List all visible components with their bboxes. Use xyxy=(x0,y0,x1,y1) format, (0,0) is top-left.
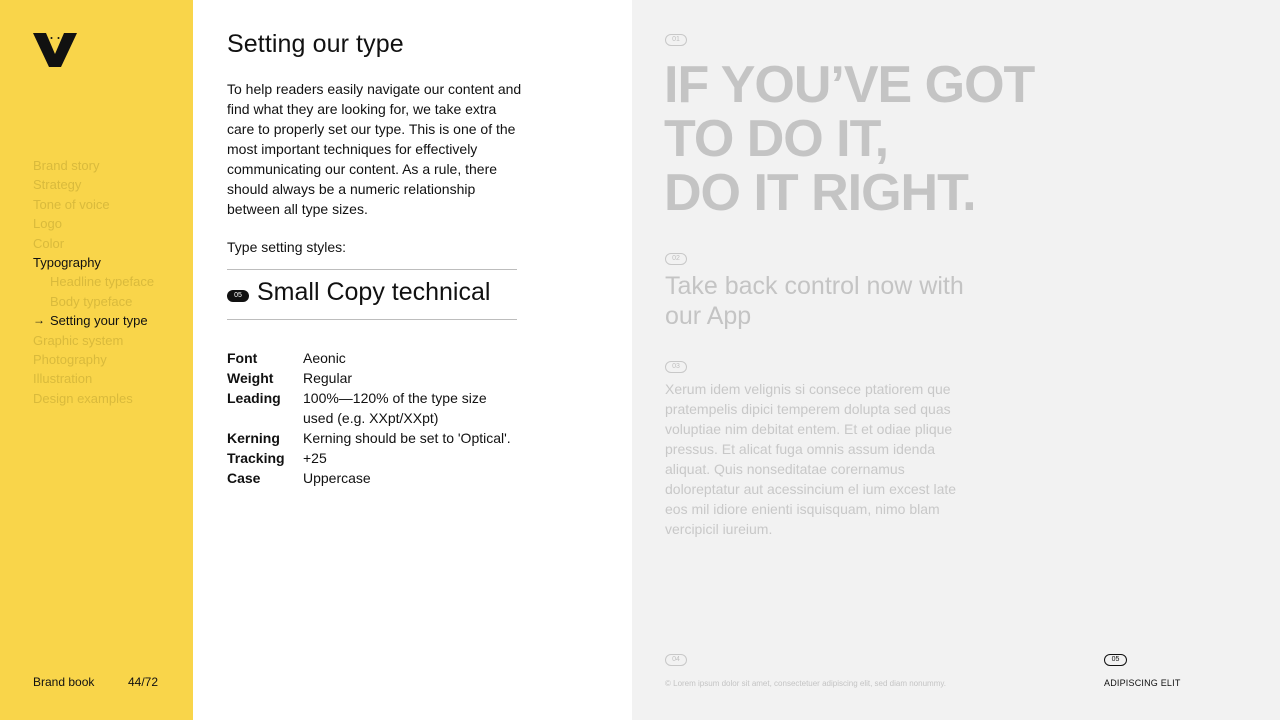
spec-value: 100%—120% of the type size used (e.g. XXpt/XXpt) xyxy=(303,390,487,426)
spec-table xyxy=(227,348,527,488)
nav-item-logo[interactable]: Logo xyxy=(33,216,62,232)
section-badge-05: 05 xyxy=(1104,654,1127,666)
spec-row-leading xyxy=(227,388,527,428)
nav-item-brand-story[interactable]: Brand story xyxy=(33,158,100,173)
nav-item-setting-your-type[interactable] xyxy=(33,311,154,330)
nav-item-graphic-system[interactable]: Graphic system xyxy=(33,332,124,348)
section-badge-01: 01 xyxy=(665,34,687,46)
section-badge-03: 03 xyxy=(665,361,687,373)
spec-row-kerning xyxy=(227,428,527,448)
headline-line: TO DO IT, xyxy=(664,110,889,168)
spec-key: Leading xyxy=(227,390,281,406)
spec-value: Aeonic xyxy=(303,350,346,366)
nav-item-typography[interactable]: Typography xyxy=(33,255,101,271)
nav-item-color[interactable]: Color xyxy=(33,235,65,251)
spec-value: Kerning should be set to 'Optical'. xyxy=(303,430,511,446)
nav-item-tone-of-voice[interactable]: Tone of voice xyxy=(33,196,110,212)
section-badge-04: 04 xyxy=(665,654,687,666)
spec-row-tracking xyxy=(227,448,527,468)
nav-item-illustration[interactable]: Illustration xyxy=(33,371,93,387)
nav-item-strategy[interactable]: Strategy xyxy=(33,177,82,193)
style-name: Small Copy technical xyxy=(257,278,491,306)
spec-row-font xyxy=(227,348,527,368)
sidebar xyxy=(0,0,193,720)
spec-key: Weight xyxy=(227,370,274,386)
example-small-copy-tag: ADIPISCING ELIT xyxy=(1104,678,1181,688)
example-panel xyxy=(632,0,1280,720)
styles-label: Type setting styles: xyxy=(227,239,347,255)
nav-item-headline-typeface[interactable]: Headline typeface xyxy=(50,274,155,290)
page-indicator: 44/72 xyxy=(128,675,159,689)
spec-value: Uppercase xyxy=(303,470,371,486)
nav-item-design-examples[interactable]: Design examples xyxy=(33,390,133,406)
arrow-right-icon: → xyxy=(33,313,45,328)
spec-row-case xyxy=(227,468,527,488)
spec-key: Kerning xyxy=(227,430,280,446)
section-badge-02: 02 xyxy=(665,253,687,265)
nav-item-label: Setting your type xyxy=(50,313,148,329)
example-body-copy: Xerum idem velignis si consece ptatiorem que pratempelis dipici temperem dolupta sed quas voluptiae nim debitat entem. Et et odiae plique pressus. Et alicat fuga omnis assum idenda aliquat. Quis nonseditatae corernamus doloreptatur aut acessincium el ium excest late eos mil idiore enienti isquisquam, nimo blam vercipicil iureium. xyxy=(665,381,957,537)
example-headline xyxy=(664,58,1124,220)
spec-key: Tracking xyxy=(227,450,285,466)
spec-value: +25 xyxy=(303,450,327,466)
headline-line: IF YOU’VE GOT xyxy=(664,56,1035,114)
sidebar-nav xyxy=(33,156,154,408)
spec-key: Case xyxy=(227,470,261,486)
example-subhead: Take back control now with our App xyxy=(665,272,964,330)
v-logo-icon[interactable] xyxy=(33,32,77,68)
spec-key: Font xyxy=(227,350,258,366)
intro-paragraph: To help readers easily navigate our content and find what they are looking for, we take extra care to properly set our type. This is one of the most important techniques for effectively communicating our content. As a rule, there should always be a numeric relationship between all type sizes. xyxy=(227,81,522,217)
divider-top xyxy=(227,269,517,270)
content-column xyxy=(193,0,632,720)
nav-item-photography[interactable]: Photography xyxy=(33,352,107,368)
nav-item-body-typeface[interactable]: Body typeface xyxy=(50,293,133,309)
divider-bottom xyxy=(227,319,517,320)
style-number-badge: 05 xyxy=(227,290,249,302)
spec-row-weight xyxy=(227,368,527,388)
page-title: Setting our type xyxy=(227,30,404,58)
headline-line: DO IT RIGHT. xyxy=(664,164,976,222)
brand-book-label: Brand book xyxy=(33,675,95,689)
spec-value: Regular xyxy=(303,370,353,386)
example-footnote: © Lorem ipsum dolor sit amet, consectetuer adipiscing elit, sed diam nonummy. xyxy=(665,679,946,688)
